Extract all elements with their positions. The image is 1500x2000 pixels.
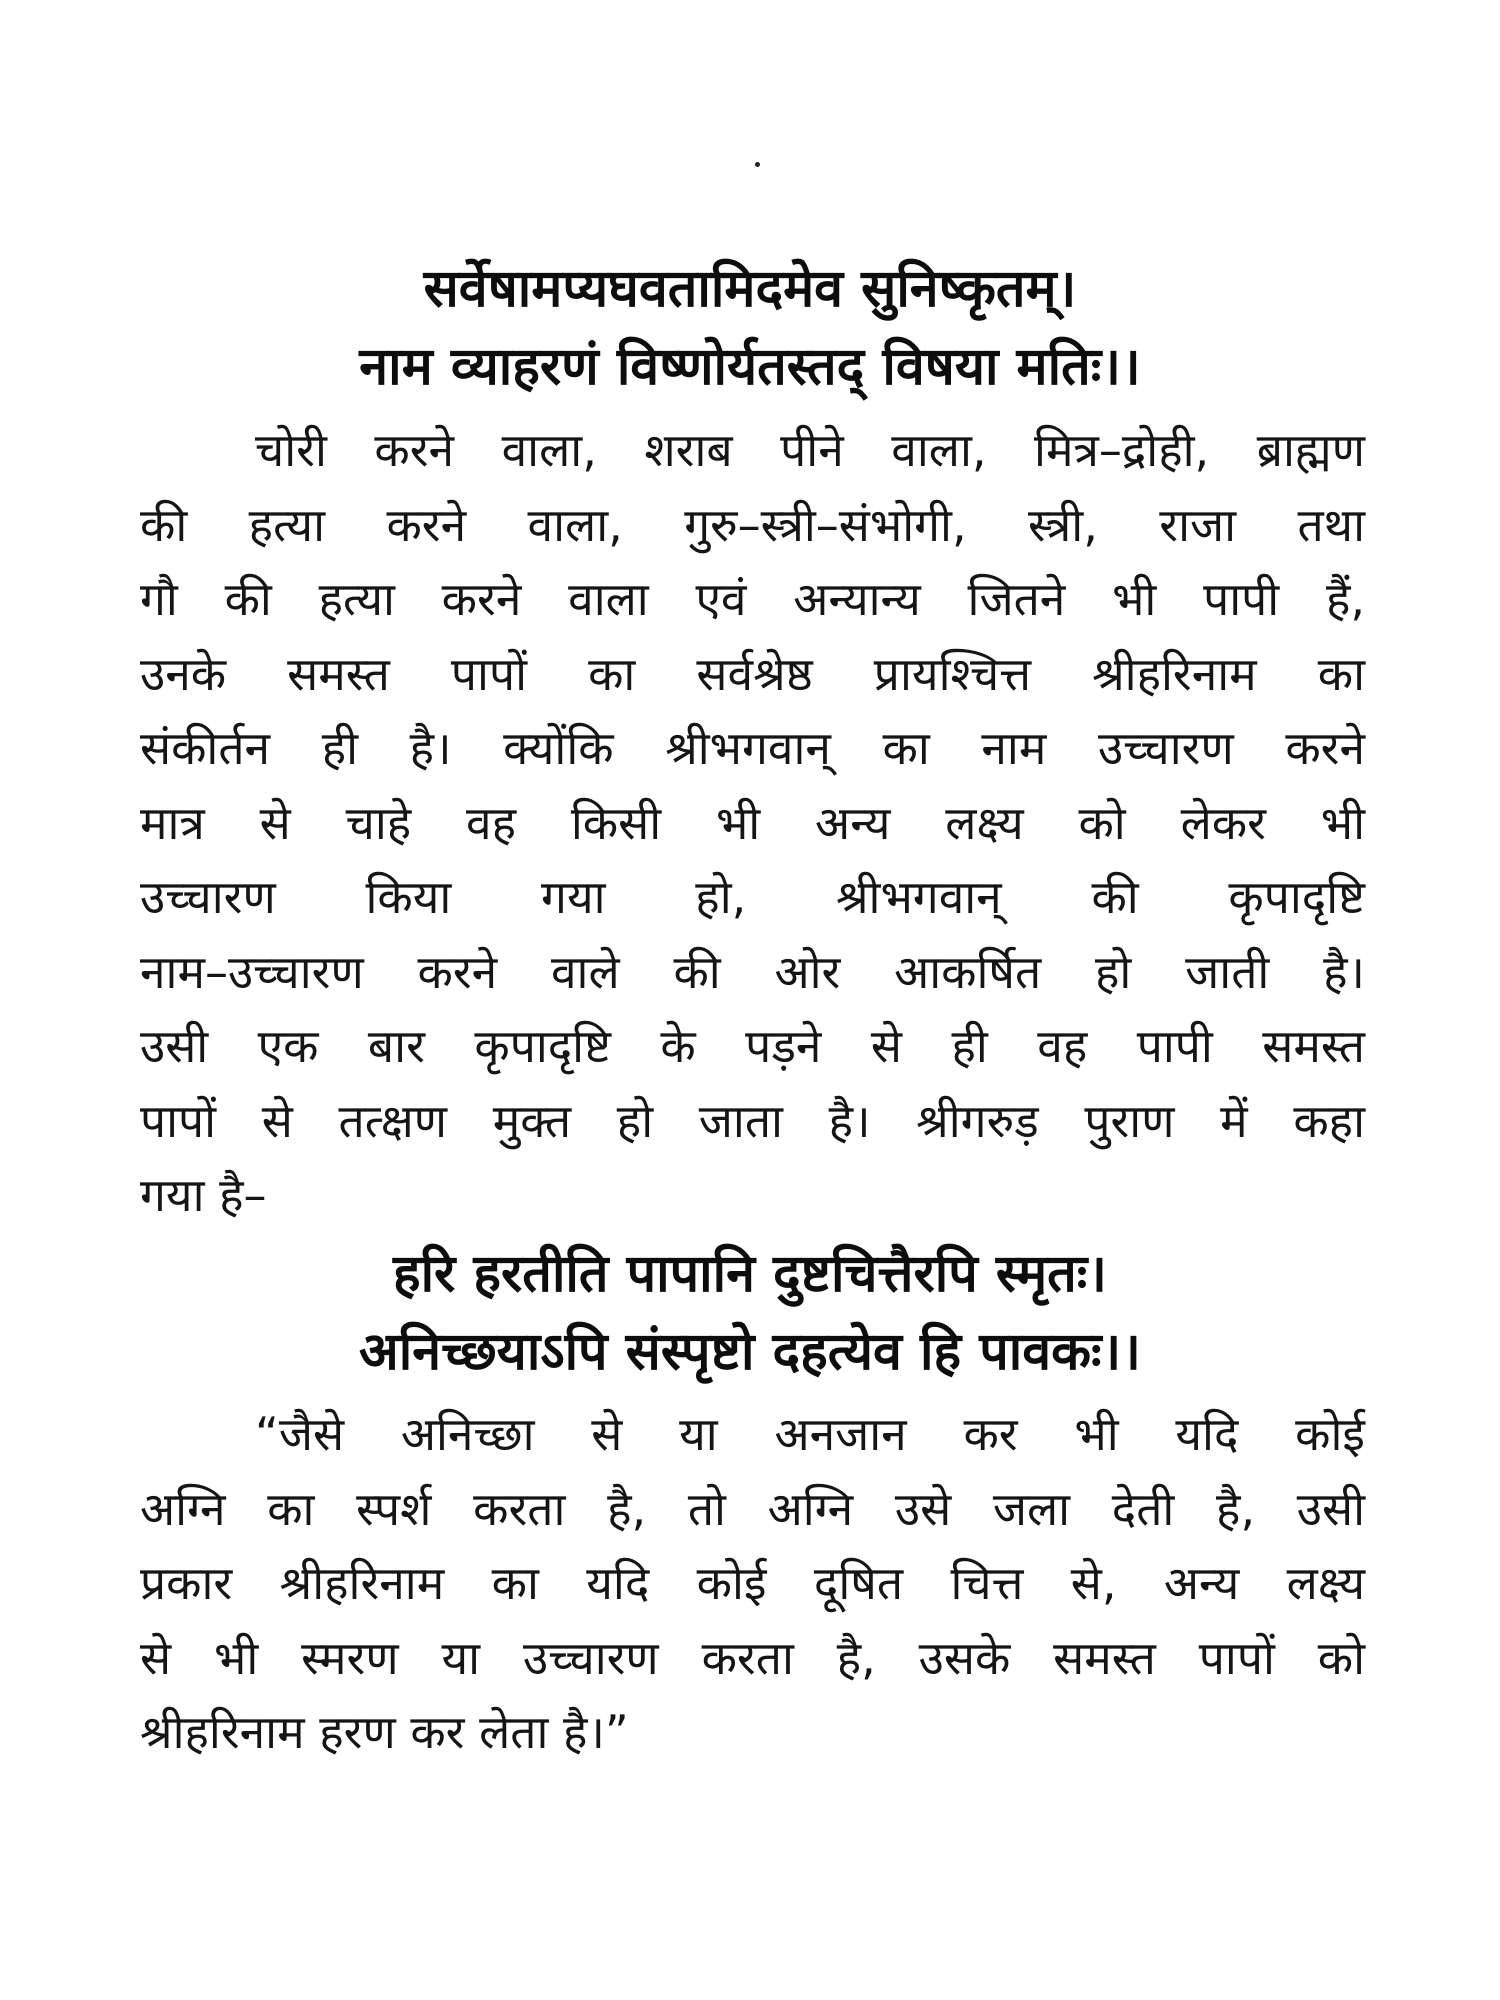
verse-2-line-2: अनिच्छयाऽपि संस्पृष्टो दहत्येव हि पावकः।। (359, 1322, 1141, 1382)
paragraph-2-line: “जैसे अनिच्छा से या अनजान कर भी यदि कोई (255, 1407, 1365, 1461)
paragraph-2-line: से भी स्मरण या उच्चारण करता है, उसके समस्त पापों को (140, 1630, 1365, 1685)
paragraph-1-line: संकीर्तन ही है। क्योंकि श्रीभगवान् का नाम उच्चारण करने (140, 721, 1365, 775)
hindi-paragraph-1 (140, 413, 1365, 1233)
verse-1-line-2: नाम व्याहरणं विष्णोर्यतस्तद् विषया मतिः।। (359, 337, 1141, 397)
paragraph-1-line: गया है– (140, 1168, 267, 1222)
paragraph-1-line: उनके समस्त पापों का सर्वश्रेष्ठ प्रायश्चित्त श्रीहरिनाम का (140, 646, 1365, 701)
paragraph-2-line: प्रकार श्रीहरिनाम का यदि कोई दूषित चित्त से, अन्य लक्ष्य (140, 1556, 1365, 1610)
paragraph-1-line: नाम–उच्चारण करने वाले की ओर आकर्षित हो जाती है। (140, 944, 1365, 999)
paragraph-2-line: अग्नि का स्पर्श करता है, तो अग्नि उसे जला देती है, उसी (140, 1481, 1365, 1536)
paragraph-1-line: उच्चारण किया गया हो, श्रीभगवान् की कृपादृष्टि (140, 870, 1365, 924)
paragraph-1-line: गौ की हत्या करने वाला एवं अन्यान्य जितने भी पापी हैं, (140, 572, 1365, 626)
paragraph-2-line: श्रीहरिनाम हरण कर लेता है।” (140, 1705, 629, 1759)
paragraph-1-line: पापों से तत्क्षण मुक्त हो जाता है। श्रीगरुड़ पुराण में कहा (140, 1093, 1365, 1148)
sanskrit-verse-2 (140, 1235, 1360, 1391)
paragraph-1-line: की हत्या करने वाला, गुरु–स्त्री–संभोगी, स्त्री, राजा तथा (140, 497, 1365, 552)
sanskrit-verse-1 (140, 250, 1360, 406)
paragraph-1-line: उसी एक बार कृपादृष्टि के पड़ने से ही वह पापी समस्त (140, 1019, 1365, 1073)
verse-1-line-1: सर्वेषामप्यघवतामिदमेव सुनिष्कृतम्। (423, 259, 1077, 319)
print-speck (755, 162, 760, 167)
hindi-paragraph-2 (140, 1397, 1365, 1770)
paragraph-1-line: मात्र से चाहे वह किसी भी अन्य लक्ष्य को लेकर भी (140, 795, 1365, 850)
verse-2-line-1: हरि हरतीति पापानि दुष्टचित्तैरपि स्मृतः। (392, 1244, 1108, 1304)
paragraph-1-line: चोरी करने वाला, शराब पीने वाला, मित्र–द्रोही, ब्राह्मण (255, 423, 1365, 477)
